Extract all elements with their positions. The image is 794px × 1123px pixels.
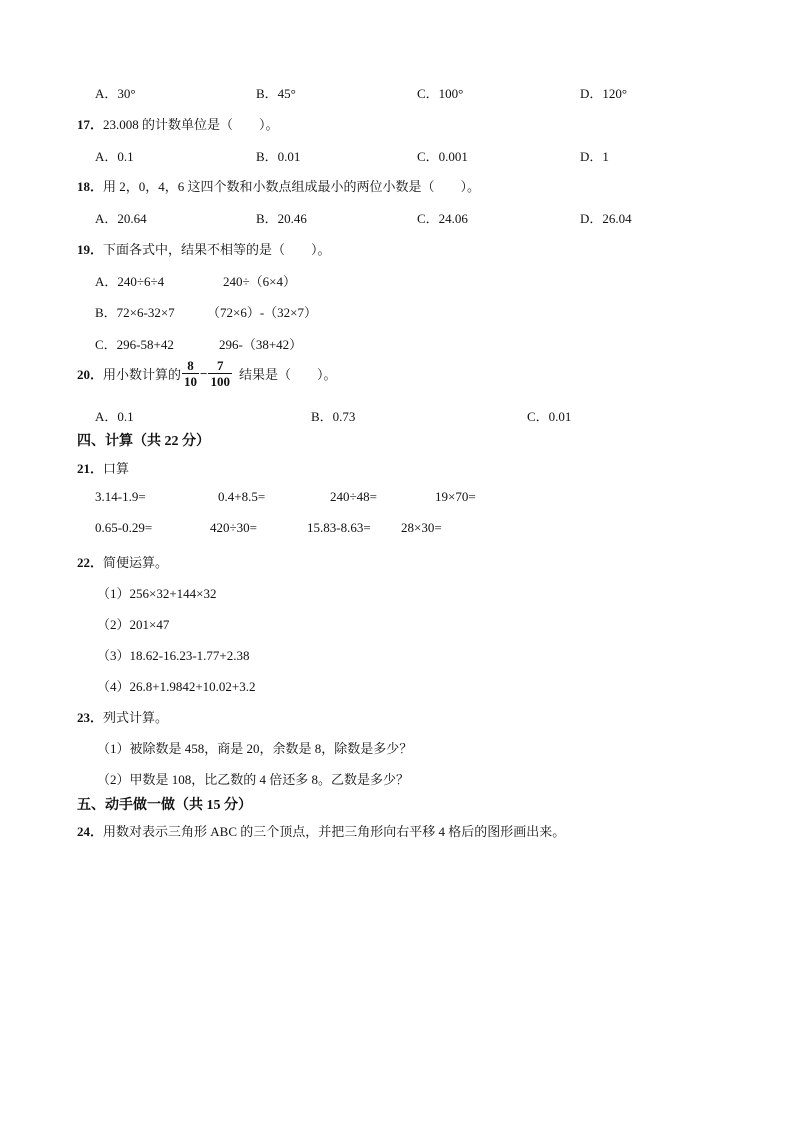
question-24 — [77, 821, 565, 840]
sub-item: （2）甲数是 108，比乙数的 4 倍还多 8。乙数是多少？ — [97, 772, 410, 787]
mental-calc-item: 19×70= — [435, 489, 476, 504]
option-a-expr: 240÷（6×4） — [223, 274, 296, 289]
question-text: 用小数计算的 — [103, 367, 182, 382]
option-b-label: B．72×6-32×7 — [95, 305, 175, 320]
question-17 — [77, 114, 279, 133]
fraction-7-100 — [208, 358, 232, 389]
option-c-expr: 296-（38+42） — [219, 337, 303, 352]
option-a: A．0.1 — [95, 409, 134, 424]
question-text-end: 结果是（ ）。 — [238, 367, 337, 382]
fraction-numerator: 8 — [187, 358, 194, 373]
fraction-denominator: 100 — [210, 374, 230, 389]
option-c-label: C．296-58+42 — [95, 337, 174, 352]
minus-sign: − — [200, 365, 208, 381]
question-number: 19． — [77, 242, 104, 257]
question-number: 24． — [77, 824, 104, 839]
section-title: 五、动手做一做（共 15 分） — [77, 798, 252, 813]
question-text: 下面各式中，结果不相等的是（ ）。 — [103, 242, 331, 257]
question-number: 20． — [77, 367, 104, 382]
option-d: D．120° — [580, 86, 628, 101]
fraction-numerator: 7 — [216, 358, 224, 373]
question-21 — [77, 458, 129, 477]
option-b: B．0.01 — [256, 149, 301, 164]
question-text: 23.008 的计数单位是（ ）。 — [103, 117, 279, 132]
sub-item: （2）201×47 — [97, 617, 170, 632]
question-text: 口算 — [103, 461, 130, 476]
mental-calc-item: 0.4+8.5= — [218, 489, 266, 504]
question-text: 简便运算。 — [103, 555, 169, 570]
question-number: 22． — [77, 555, 104, 570]
option-c: C．0.01 — [527, 409, 572, 424]
section-title: 四、计算（共 22 分） — [77, 434, 210, 449]
mental-calc-item: 0.65-0.29= — [95, 520, 153, 535]
question-number: 21． — [77, 461, 104, 476]
question-number: 23． — [77, 710, 104, 725]
fraction-8-10 — [182, 358, 199, 389]
sub-item: （3）18.62-16.23-1.77+2.38 — [97, 648, 250, 663]
question-text: 用 2，0，4，6 这四个数和小数点组成最小的两位小数是（ ）。 — [103, 179, 481, 194]
question-23 — [77, 707, 168, 726]
question-number: 18． — [77, 179, 104, 194]
question-19 — [77, 239, 331, 258]
option-a: A．0.1 — [95, 149, 134, 164]
option-d: D．26.04 — [580, 211, 632, 226]
mental-calc-item: 240÷48= — [330, 489, 377, 504]
question-text: 用数对表示三角形 ABC 的三个顶点，并把三角形向右平移 4 格后的图形画出来。 — [103, 824, 566, 839]
option-c: C．100° — [417, 86, 464, 101]
option-a: A．30° — [95, 86, 136, 101]
mental-calc-item: 28×30= — [401, 520, 442, 535]
sub-item: （4）26.8+1.9842+10.02+3.2 — [97, 679, 256, 694]
option-c: C．0.001 — [417, 149, 468, 164]
option-b: B．0.73 — [311, 409, 356, 424]
mental-calc-item: 420÷30= — [210, 520, 257, 535]
mental-calc-item: 3.14-1.9= — [95, 489, 146, 504]
sub-item: （1）256×32+144×32 — [97, 586, 217, 601]
option-c: C．24.06 — [417, 211, 468, 226]
question-18 — [77, 176, 480, 195]
question-22 — [77, 552, 168, 571]
option-d: D．1 — [580, 149, 609, 164]
option-a-label: A．240÷6÷4 — [95, 274, 165, 289]
option-b-expr: （72×6）-（32×7） — [207, 305, 317, 320]
sub-item: （1）被除数是 458，商是 20，余数是 8，除数是多少？ — [97, 741, 413, 756]
question-text: 列式计算。 — [103, 710, 169, 725]
option-a: A．20.64 — [95, 211, 147, 226]
question-number: 17． — [77, 117, 104, 132]
question-20 — [77, 358, 336, 389]
fraction-denominator: 10 — [184, 374, 198, 389]
option-b: B．45° — [256, 86, 296, 101]
mental-calc-item: 15.83-8.63= — [307, 520, 371, 535]
option-b: B．20.46 — [256, 211, 307, 226]
